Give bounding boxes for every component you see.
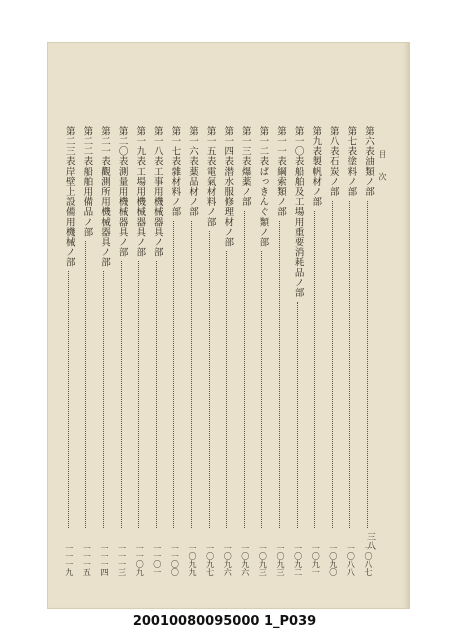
toc-entry: [115, 126, 129, 576]
toc-entry-page: 一〇九三: [258, 544, 268, 576]
toc-entry-title: 第六表油類ノ部: [363, 126, 374, 197]
toc-entry: [79, 126, 93, 576]
toc-entry-page: 一一〇〇: [170, 544, 180, 576]
toc-entry-title: 第九表製帆材ノ部: [310, 126, 322, 207]
toc-dot-leader: [314, 211, 315, 528]
toc-entry-page: 一〇九六: [240, 544, 250, 576]
toc-entry-title: 第八表石炭ノ部: [327, 126, 339, 197]
toc-entry-page: 一〇九二: [293, 544, 303, 576]
toc-dot-leader: [332, 201, 333, 528]
running-head: 目 次: [378, 150, 387, 187]
toc-dot-leader: [367, 201, 368, 528]
toc-entry-page: 一一〇一: [152, 544, 162, 576]
toc-entry-page: 一〇八七: [364, 544, 373, 576]
toc-entry: [62, 126, 76, 576]
page-folio: 三八: [365, 532, 375, 550]
toc-entry-page: 一〇九七: [205, 544, 215, 576]
image-caption: 20010080095000 1_P039: [132, 614, 317, 629]
toc-dot-leader: [191, 221, 192, 528]
toc-entry-page: 一〇九一: [311, 544, 321, 576]
toc-entry: [97, 126, 111, 576]
toc-entry-page: 一一一四: [100, 544, 109, 576]
toc-dot-leader: [138, 261, 139, 528]
toc-entry: [150, 126, 164, 576]
toc-entry-title: 第一九表工場用機械器具ノ部: [134, 126, 146, 258]
toc-entry: [361, 126, 375, 576]
toc-entry-title: 第二〇表測量用機械器具ノ部: [116, 126, 128, 258]
toc-entry-title: 第一五表電氣材料ノ部: [204, 126, 216, 227]
toc-entry-page: 一一一五: [82, 544, 92, 576]
toc-entry-title: 第一一表綱索類ノ部: [275, 126, 286, 217]
toc-entry: [185, 126, 199, 576]
toc-entry: [291, 126, 305, 576]
toc-entry-title: 第七表塗料ノ部: [345, 126, 357, 197]
toc-entry-title: 第一四表潜水服修理材ノ部: [222, 126, 234, 248]
toc-entry: [273, 126, 287, 576]
toc-dot-leader: [156, 261, 157, 528]
toc-entry-page: 一一〇九: [135, 544, 145, 576]
toc-dot-leader: [279, 221, 280, 528]
toc-entry-title: 第一七表雜材料ノ部: [169, 126, 181, 217]
book-page: [47, 42, 410, 609]
table-of-contents: [57, 126, 375, 576]
toc-entry-title: 第二三表岸壁上設備用機械ノ部: [63, 126, 75, 268]
toc-entry: [343, 126, 357, 576]
toc-dot-leader: [103, 271, 104, 528]
toc-entry: [220, 126, 234, 576]
toc-dot-leader: [297, 302, 298, 528]
toc-entry-title: 第二二表船舶用備品ノ部: [81, 126, 93, 238]
toc-entry-title: 第一三表爆薬ノ部: [239, 126, 251, 207]
toc-dot-leader: [173, 221, 174, 528]
toc-dot-leader: [349, 201, 350, 528]
toc-entry-page: 一〇八八: [346, 544, 356, 576]
toc-entry-title: 第一〇表船舶及工場用重要消耗品ノ部: [292, 126, 304, 298]
toc-entry-page: 一〇九三: [276, 544, 285, 576]
toc-entry: [167, 126, 181, 576]
toc-dot-leader: [261, 251, 262, 528]
toc-dot-leader: [121, 261, 122, 528]
toc-entry-title: 第二一表觀測所用機械器具ノ部: [99, 126, 110, 268]
toc-dot-leader: [244, 211, 245, 528]
toc-entry: [203, 126, 217, 576]
toc-entry-page: 一〇九九: [188, 544, 197, 576]
toc-entry-page: 一〇九〇: [328, 544, 338, 576]
toc-entry-page: 一一一三: [117, 544, 127, 576]
toc-dot-leader: [226, 251, 227, 528]
toc-entry-title: 第一八表工事用機械器具ノ部: [151, 126, 163, 258]
toc-dot-leader: [68, 271, 69, 528]
toc-entry: [132, 126, 146, 576]
toc-entry: [238, 126, 252, 576]
toc-entry: [326, 126, 340, 576]
toc-entry-page: 一〇九六: [223, 544, 233, 576]
toc-dot-leader: [85, 241, 86, 528]
toc-entry-title: 第一六表薬品材ノ部: [187, 126, 198, 217]
toc-entry: [308, 126, 322, 576]
toc-entry: [255, 126, 269, 576]
toc-entry-page: 一一一九: [64, 544, 74, 576]
toc-dot-leader: [209, 231, 210, 528]
toc-entry-title: 第一二表ぱっきんぐ類ノ部: [257, 126, 269, 248]
